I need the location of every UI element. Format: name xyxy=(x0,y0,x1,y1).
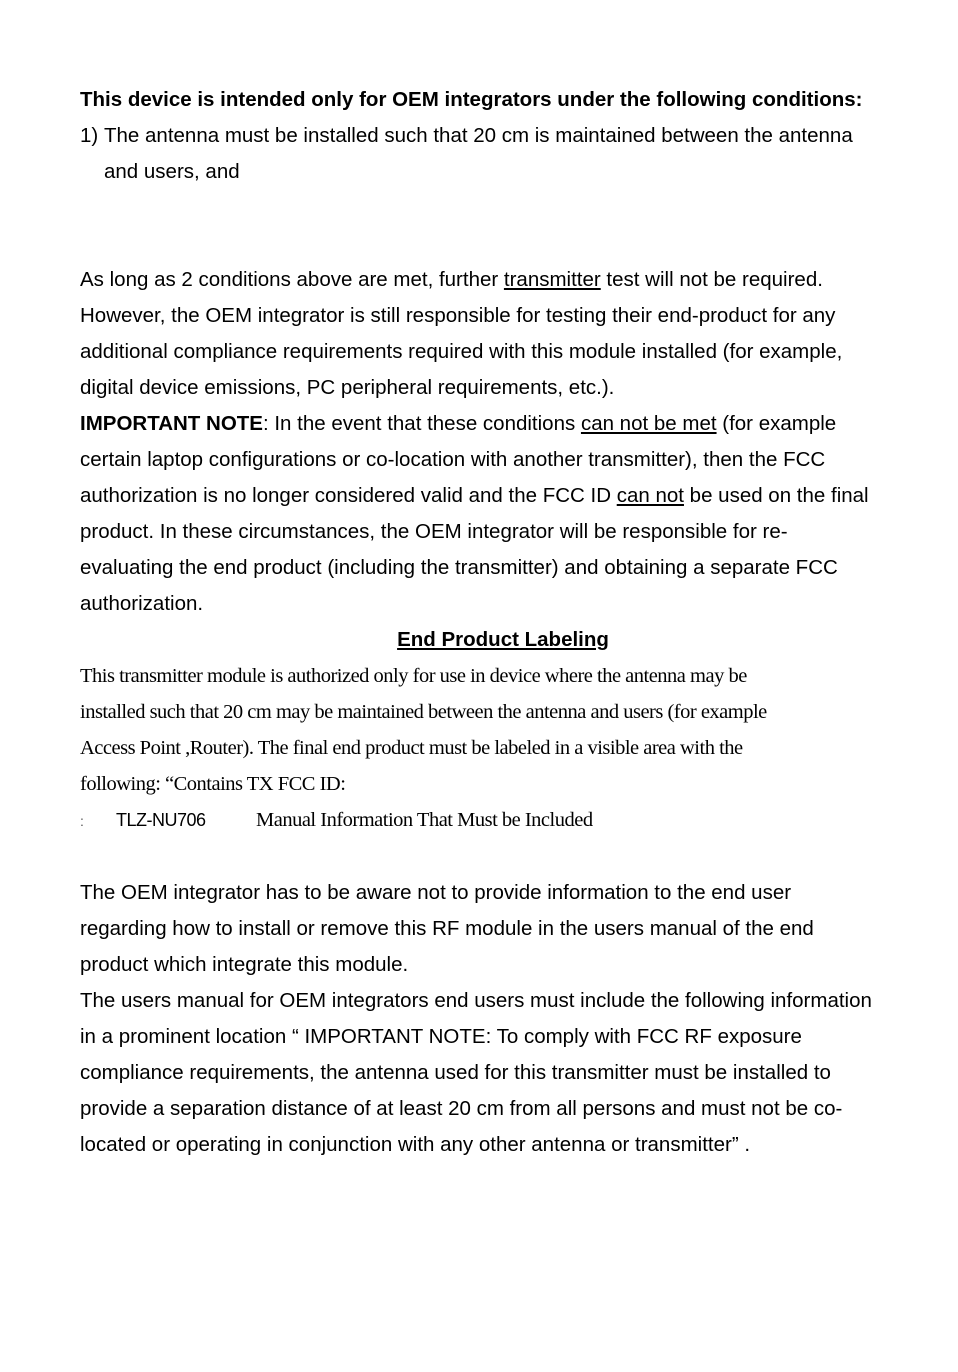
can-not-be-met-underlined: can not be met xyxy=(580,412,717,435)
labeling-body: This transmitter module is authorized only for use in device where the antenna may be installed such that 20 cm may be maintained between the antenna and users (for example Access Point ,Router). The final end product must be labeled in a visible area with the following: “Contains TX FCC ID: xyxy=(80,665,767,795)
oem-aware-paragraph: The OEM integrator has to be aware not to provide information to the end user regarding how to install or remove this RF module in the users manual of the end product which integrate this module. xyxy=(80,881,814,976)
paragraph-text: : In the event that these conditions xyxy=(262,412,581,435)
fcc-id-line xyxy=(80,802,880,839)
can-not-underlined: can not xyxy=(616,484,684,507)
paragraph-text: test will not be required. However, the OEM integrator is still responsible for testing their end-product for any additional compliance requirements required with this module installed (for example, digital device emissions, PC peripheral requirements, etc.). xyxy=(80,268,843,399)
condition-item-1 xyxy=(80,118,880,190)
condition-number: 1) xyxy=(80,124,99,147)
manual-info-heading: Manual Information That Must be Included xyxy=(256,809,593,831)
users-manual-paragraph: The users manual for OEM integrators end users must include the following information in a prominent location “ IMPORTANT NOTE: To comply with FCC RF exposure compliance requirements, the antenna used for this transmitter must be installed to provide a separation distance of at least 20 cm from all persons and must not be co-located or operating in conjunction with any other antenna or transmitter” . xyxy=(80,989,872,1156)
paragraph-text: be used on the final product. In these circumstances, the OEM integrator will be responsible for re-evaluating the end product (including the transmitter) and obtaining a separate FCC authorization. xyxy=(80,484,869,615)
spacer xyxy=(80,190,880,262)
condition-text: The antenna must be installed such that 20 cm is maintained between the antenna and users, and xyxy=(104,124,853,183)
transmitter-underlined: transmitter xyxy=(503,268,601,291)
end-product-labeling-heading: End Product Labeling xyxy=(397,628,609,651)
transmitter-test-paragraph xyxy=(80,262,880,406)
important-note-paragraph xyxy=(80,406,880,622)
paragraph-text: (for example certain laptop configurations or co-location with another transmitter), then the FCC authorization is no longer considered valid and the FCC ID xyxy=(80,412,837,507)
spacer xyxy=(80,839,880,875)
intro-heading: This device is intended only for OEM integrators under the following conditions: xyxy=(80,88,863,111)
fcc-id-value: TLZ-NU706 xyxy=(116,810,206,830)
paragraph-text: As long as 2 conditions above are met, further xyxy=(80,268,504,291)
fcc-mark: : xyxy=(80,813,84,829)
document-page xyxy=(80,82,880,1163)
important-note-label: IMPORTANT NOTE xyxy=(80,412,263,435)
